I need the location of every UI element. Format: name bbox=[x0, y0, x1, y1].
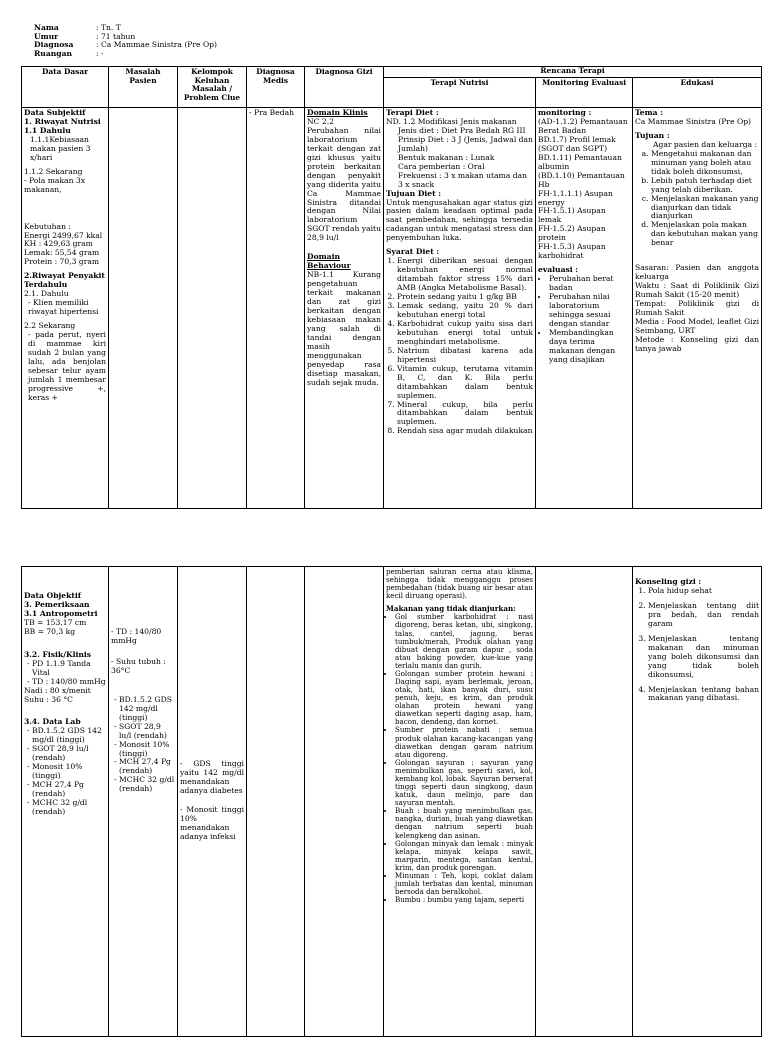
text-line: Lemak: 55,54 gram bbox=[24, 248, 100, 258]
list-item: • Golongan sumber protein hewani : Daging sapi, ayam berlemak, jeroan, otak, hati, ikan banyak duri, susu penuh, keju, es krim, dan produk olahan protein hewani yang diawetkan seperti daging asap, ham, bacon, dendeng, dan kornet. bbox=[395, 670, 533, 727]
header-value: : Ca Mammae Sinistra (Pre Op) bbox=[96, 40, 217, 50]
list-item: d. Menjelaskan pola makan dan kebutuhan makan yang benar bbox=[651, 221, 759, 248]
paragraph: - TD : 140/80 mmHg bbox=[111, 627, 162, 645]
text-line: FH-1.5.2) Asupan protein bbox=[538, 224, 606, 243]
terapi-nutrisi-cell bbox=[384, 567, 536, 1037]
list-item: 3. Lemak sedang, yaitu 20 % dari kebutuhan energi total bbox=[397, 302, 533, 320]
list-item: 6. Vitamin cukup, terutama vitamin B, C, dan K. Bila perlu ditambahkan dalam bentuk suplemen. bbox=[397, 365, 533, 401]
text-line: Frekuensi : 3 x makan utama dan 3 x snack bbox=[398, 170, 527, 189]
header-value: : 71 tahun bbox=[96, 31, 136, 41]
evaluation-list bbox=[538, 275, 630, 365]
list-item: 7. Mineral cukup, bila perlu ditambahkan dalam bentuk suplemen. bbox=[397, 401, 533, 428]
kelompok-cell bbox=[178, 108, 247, 509]
list-item: • Bumbu : bumbu yang tajam, seperti bbox=[395, 896, 533, 904]
text-line: BD.1.7) Profil lemak (SGOT dan SGPT) bbox=[538, 134, 616, 153]
list-item: - SGOT 28,9 lu/l (rendah) bbox=[32, 745, 106, 763]
list-item: • Perubahan nilai laboratorium sehingga sesuai dengan standar bbox=[549, 293, 630, 329]
kelompok-cell bbox=[178, 567, 247, 1037]
list-item: 1. Pola hidup sehat bbox=[648, 587, 759, 596]
monitoring-cell bbox=[536, 567, 633, 1037]
col-diagnosa-medis: Diagnosa Medis bbox=[247, 67, 305, 108]
education-goals-list bbox=[635, 150, 759, 248]
masalah-pasien-cell bbox=[109, 108, 178, 509]
section-heading: Tujuan : bbox=[635, 130, 670, 140]
col-terapi-nutrisi: Terapi Nutrisi bbox=[384, 78, 536, 108]
paragraph: Metode : Konseling gizi dan tanya jawab bbox=[635, 334, 760, 353]
edukasi-cell bbox=[633, 567, 762, 1037]
text-line: Agar pasien dan keluarga : bbox=[653, 139, 758, 149]
vital-list bbox=[24, 660, 106, 687]
lab-list bbox=[24, 727, 106, 817]
header-row bbox=[34, 50, 217, 59]
text-line: Suhu : 36 °C bbox=[24, 694, 73, 704]
list-item: - MCHC 32 g/dl (rendah) bbox=[32, 799, 106, 817]
text-line: Kebutuhan : bbox=[24, 221, 71, 231]
text-line: Energi 2499,67 kkal bbox=[24, 230, 103, 240]
section-heading: 3.1 Antropometri bbox=[24, 608, 98, 618]
header-key: Nama bbox=[34, 23, 59, 32]
paragraph: pemberian saluran cerna atau klisma, sehingga tidak mengganggu proses pembedahan (tidak buang air besar atau kecil diruang operasi). bbox=[386, 567, 533, 601]
header-key: Diagnosa bbox=[34, 40, 74, 50]
paragraph: - GDS tinggi yaitu 142 mg/dl menandakan adanya diabetes bbox=[180, 759, 244, 795]
list-item: • Minuman : Teh, kopi, coklat dalam jumlah terbatas dan kental, minuman bersoda dan beralkohol. bbox=[395, 872, 533, 896]
counseling-list bbox=[635, 587, 759, 703]
list-item: 5. Natrium dibatasi karena ada hipertensi bbox=[397, 347, 533, 365]
patient-header bbox=[34, 24, 217, 58]
col-kelompok: Kelompok Keluhan Masalah / Problem Clue bbox=[178, 67, 247, 108]
objective-title: Data Objektif bbox=[24, 591, 82, 600]
list-item: • Golongan minyak dan lemak : minyak kelapa, minyak kelapa sawit, margarin, mentega, santan kental, krim, dan produk gorengan. bbox=[395, 840, 533, 872]
paragraph: NB-1.1 Kurang pengetahuan terkait makanan dan zat gizi berkaitan dengan kebiasaan makan yang salah di tandai dengan masih menggunakan penyedap rasa disetiap masakan, sudah sejak muda. bbox=[307, 270, 381, 387]
care-plan-table-1 bbox=[21, 66, 762, 509]
section-heading: Syarat Diet : bbox=[386, 247, 440, 257]
section-heading: 3. Pemeriksaan bbox=[24, 599, 90, 609]
list-item: 3. Menjelaskan tentang makanan dan minuman yang boleh dikonsumsi dan yang tidak boleh dikonsumsi, bbox=[648, 635, 759, 680]
text-line: KH : 429,63 gram bbox=[24, 239, 93, 249]
list-item: 1. Energi diberikan sesuai dengan kebutuhan energi normal ditambah faktor stress 15% dari AMB (Angka Metabolisme Basal). bbox=[397, 257, 533, 293]
section-heading: 3.2. Fisik/Klinis bbox=[24, 649, 92, 659]
section-heading: evaluasi : bbox=[538, 265, 579, 275]
text-line: BD.1.11) Pemantauan albumin bbox=[538, 152, 622, 171]
paragraph: - pada perut, nyeri di mammae kiri sudah 2 bulan yang lalu, ada benjolan sebesar telur ayam jumlah 1 membesar progressive +, keras + bbox=[28, 330, 106, 402]
section-heading: Tema : bbox=[635, 108, 664, 117]
list-item: • Buah : buah yang menimbulkan gas, nangka, durian, buah yang diawetkan dengan natrium seperti buah kelengkeng dan asinan. bbox=[395, 807, 533, 839]
paragraph: Media : Food Model, leaflet Gizi Seimbang, URT bbox=[635, 317, 760, 335]
masalah-pasien-cell bbox=[109, 567, 178, 1037]
list-item: 4. Menjelaskan tentang bahan makanan yang dibatasi. bbox=[648, 686, 759, 704]
data-dasar-cell bbox=[22, 108, 109, 509]
diagnosa-medis-cell bbox=[247, 108, 305, 509]
diagnosa-gizi-cell bbox=[305, 108, 384, 509]
paragraph: Untuk mengusahakan agar status gizi pasien dalam keadaan optimal pada saat pembedahan, sehingga tersedia cadangan untuk mengatasi stress dan penyembuhan luka. bbox=[386, 197, 533, 243]
list-item: - TD : 140/80 mmHg bbox=[32, 678, 106, 687]
list-item: a. Mengetahui makanan dan minuman yang boleh atau tidak boleh dikonsumsi, bbox=[651, 150, 759, 177]
text-line: Bentuk makanan : Lunak bbox=[398, 152, 495, 162]
domain-heading: Domain Behaviour bbox=[307, 252, 351, 271]
header-value: : - bbox=[96, 48, 104, 58]
section-heading: Tujuan Diet : bbox=[386, 188, 442, 198]
section-heading: 2.2 Sekarang bbox=[24, 321, 76, 331]
subjective-title: Data Subjektif bbox=[24, 108, 86, 117]
care-plan-table-2 bbox=[21, 566, 762, 1037]
text-line: (BD.1.10) Pemantauan Hb bbox=[538, 170, 625, 189]
data-objektif-cell bbox=[22, 567, 109, 1037]
text-line: Jenis diet : Diet Pra Bedah RG III bbox=[398, 125, 526, 135]
list-item: - BD.1.5.2 GDS 142 mg/dl (tinggi) bbox=[119, 696, 175, 723]
text-line: ND. 1.2 Modifikasi Jenis makanan bbox=[386, 116, 517, 126]
text-line: FH-1.5.1) Asupan lemak bbox=[538, 206, 606, 225]
col-monitoring: Monitoring Evaluasi bbox=[536, 78, 633, 108]
list-item: - Monosit 10% (tinggi) bbox=[32, 763, 106, 781]
paragraph: Sasaran: Pasien dan anggota keluarga bbox=[635, 263, 760, 282]
text-line: Protein : 70,3 gram bbox=[24, 257, 100, 267]
diagnosa-medis-cell bbox=[247, 567, 305, 1037]
text-line: FH-1.1.1.1) Asupan energy bbox=[538, 188, 613, 207]
monitoring-cell bbox=[536, 108, 633, 509]
paragraph: - Klien memiliki riwayat hipertensi bbox=[28, 298, 99, 317]
header-key: Umur bbox=[34, 31, 59, 41]
list-item: - BD.1.5.2 GDS 142 mg/dl (tinggi) bbox=[32, 727, 106, 745]
paragraph: Perubahan nilai laboratorium terkait dengan zat gizi khusus yaitu protein berkaitan dengan penyakit yang diderita yaitu Ca Mammae Sinistra ditandai dengan Nilai laboratorium SGOT rendah yaitu 28,9 lu/l bbox=[307, 125, 381, 243]
paragraph: - Monosit tinggi 10% menandakan adanya infeksi bbox=[180, 804, 244, 841]
section-heading: 1.1 Dahulu bbox=[24, 125, 71, 135]
list-item: • Membandingkan daya terima makanan dengan yang disajikan bbox=[549, 329, 630, 365]
list-item: c. Menjelaskan makanan yang dianjurkan dan tidak dianjurkan bbox=[651, 195, 759, 222]
section-heading: 3.4. Data Lab bbox=[24, 717, 81, 727]
paragraph: Tempat: Poliklinik gizi di Rumah Sakit bbox=[635, 299, 760, 318]
list-item: • Gol sumber karbohidrat : nasi digoreng, beras ketan, ubi, singkong, talas, cantel, jagung, beras tumbuk/merah, Produk olahan yang dibuat dengan garam dapur , soda atau baking powder, kue-kue yang terlalu manis dan gurih. bbox=[395, 613, 533, 670]
col-diagnosa-gizi: Diagnosa Gizi bbox=[305, 67, 384, 108]
list-item: - MCH 27,4 Pg (rendah) bbox=[32, 781, 106, 799]
edukasi-cell bbox=[633, 108, 762, 509]
text-line: - Pra Bedah bbox=[249, 108, 295, 117]
paragraph: Waktu : Saat di Poliklinik Gizi Rumah Sakit (15-20 menit) bbox=[635, 281, 760, 300]
section-heading: monitoring : bbox=[538, 108, 592, 117]
paragraph: - Pola makan 3x makanan, bbox=[24, 175, 85, 194]
col-edukasi: Edukasi bbox=[633, 78, 762, 108]
paragraph: - Suhu tubuh : 36°C bbox=[111, 656, 166, 675]
problem-lab-list bbox=[111, 696, 175, 794]
text-line: (AD-1.1.2) Pemantauan Berat Badan bbox=[538, 116, 628, 135]
text-line: Nadi : 80 x/menit bbox=[24, 685, 91, 695]
list-item: 4. Karbohidrat cukup yaitu sisa dari kebutuhan energi total untuk menghindari metabolisme. bbox=[397, 320, 533, 347]
section-heading: 2.Riwayat Penyakit Terdahulu bbox=[24, 271, 105, 290]
list-item: 2. Menjelaskan tentang diit pra bedah, dan rendah garam bbox=[648, 602, 759, 629]
list-item: - Monosit 10% (tinggi) bbox=[119, 741, 175, 759]
list-item: • Perubahan berat badan bbox=[549, 275, 630, 293]
header-key: Ruangan bbox=[34, 48, 73, 58]
terapi-nutrisi-cell bbox=[384, 108, 536, 509]
list-item: - PD 1.1.9 Tanda Vital bbox=[32, 660, 106, 678]
section-heading: 1.1.2 Sekarang bbox=[24, 166, 83, 176]
text-line: Ca Mammae Sinistra (Pre Op) bbox=[635, 116, 752, 126]
list-item: - MCHC 32 g/dl (rendah) bbox=[119, 776, 175, 794]
text-line: Prinsip Diet : 3 J (Jenis, Jadwal dan Jumlah) bbox=[398, 134, 533, 153]
list-item: • Sumber protein nabati : semua produk olahan kacang-kacangan yang diawetkan dengan garam natrium atau digoreng. bbox=[395, 726, 533, 758]
text-line: Cara pemberian : Oral bbox=[398, 161, 485, 171]
section-heading: Konseling gizi : bbox=[635, 577, 702, 586]
header-value: : Tn. T bbox=[96, 23, 121, 32]
list-item: b. Lebih patuh terhadap diet yang telah diberikan. bbox=[651, 177, 759, 195]
col-rencana-terapi: Rencana Terapi bbox=[384, 67, 762, 78]
list-item: 2. Protein sedang yaitu 1 g/kg BB bbox=[397, 293, 533, 302]
section-heading: 2.1. Dahulu bbox=[24, 289, 69, 299]
list-item: 8. Rendah sisa agar mudah dilakukan bbox=[397, 427, 533, 436]
list-item: • Golongan sayuran : sayuran yang menimbulkan gas, seperti sawi, kol, kembang kol, lobak. Sayuran berserat tinggi seperti daun singkong, daun katuk, daun melinjo, pare dan sayuran mentah. bbox=[395, 759, 533, 807]
section-heading: 1. Riwayat Nutrisi bbox=[24, 116, 101, 126]
text-line: NC 2.2 bbox=[307, 116, 334, 126]
list-item: - SGOT 28,9 lu/l (rendah) bbox=[119, 723, 175, 741]
domain-heading: Domain Klinis bbox=[307, 108, 368, 117]
section-heading: Terapi Diet : bbox=[386, 108, 439, 117]
col-data-dasar: Data Dasar bbox=[22, 67, 109, 108]
col-masalah-pasien: Masalah Pasien bbox=[109, 67, 178, 108]
section-heading: Makanan yang tidak dianjurkan: bbox=[386, 604, 516, 614]
diagnosa-gizi-cell bbox=[305, 567, 384, 1037]
text-line: BB = 70,3 kg bbox=[24, 626, 76, 636]
paragraph: 1.1.1Kebiasaan makan pasien 3 x/hari bbox=[30, 134, 91, 162]
list-item: - MCH 27,4 Pg (rendah) bbox=[119, 758, 175, 776]
text-line: FH-1.5.3) Asupan karbohidrat bbox=[538, 242, 606, 261]
avoid-foods-list bbox=[386, 613, 533, 904]
text-line: TB = 153,17 cm bbox=[24, 617, 87, 627]
diet-requirements-list bbox=[386, 257, 533, 436]
